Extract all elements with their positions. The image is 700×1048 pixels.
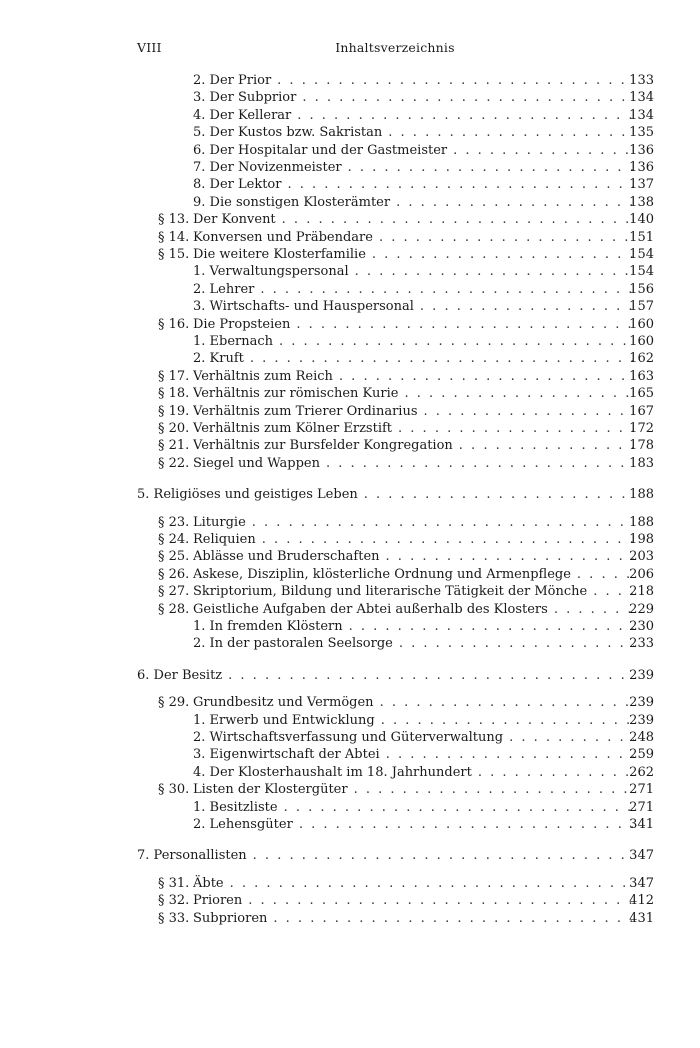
toc-page-number: 239 xyxy=(629,695,654,711)
toc-entry-title: Askese, Disziplin, klösterliche Ordnung und Armenpflege xyxy=(193,566,577,583)
toc-dot-leader xyxy=(404,385,634,402)
toc-dot-leader xyxy=(380,694,634,711)
toc-page-number: 188 xyxy=(629,487,654,503)
toc-dot-leader xyxy=(453,142,634,159)
toc-dot-leader xyxy=(381,712,634,729)
toc-entry[interactable] xyxy=(0,194,700,211)
toc-entry-title: 9. Die sonstigen Klosterämter xyxy=(193,194,396,211)
toc-entry[interactable] xyxy=(0,124,700,141)
toc-page-number: 262 xyxy=(629,764,654,780)
toc-section-number: § 21. xyxy=(158,438,190,454)
toc-chapter-entry[interactable] xyxy=(0,486,700,503)
toc-entry[interactable] xyxy=(0,892,700,909)
toc-page-number: 160 xyxy=(629,316,654,332)
toc-dot-leader xyxy=(478,764,634,781)
toc-entry[interactable] xyxy=(0,72,700,89)
toc-page-number: 160 xyxy=(629,334,654,349)
toc-entry-title: 2. Wirtschaftsverfassung und Güterverwaltung xyxy=(193,729,509,746)
toc-section-number: § 18. xyxy=(158,386,190,402)
toc-entry[interactable] xyxy=(0,263,700,280)
toc-entry[interactable] xyxy=(0,712,700,729)
toc-entry-title: Liturgie xyxy=(193,514,252,531)
toc-entry[interactable] xyxy=(0,910,700,927)
toc-entry[interactable] xyxy=(0,281,700,298)
toc-chapter-entry[interactable] xyxy=(0,667,700,684)
toc-entry-title: Verhältnis zum Kölner Erzstift xyxy=(193,420,398,437)
toc-entry[interactable] xyxy=(0,635,700,652)
toc-entry-title: Verhältnis zur römischen Kurie xyxy=(193,385,404,402)
toc-page-number: 230 xyxy=(629,619,654,634)
toc-entry[interactable] xyxy=(0,159,700,176)
toc-page-number: 151 xyxy=(629,229,654,245)
toc-entry[interactable] xyxy=(0,583,700,600)
toc-entry[interactable] xyxy=(0,107,700,124)
toc-page-number: 229 xyxy=(629,601,654,617)
toc-section-number: § 30. xyxy=(158,782,190,798)
toc-page-number: 136 xyxy=(629,142,654,158)
toc-page-number: 136 xyxy=(629,160,654,175)
toc-entry-title: Verhältnis zum Trierer Ordinarius xyxy=(193,403,424,420)
toc-dot-leader xyxy=(228,667,634,684)
toc-dot-leader xyxy=(279,333,634,350)
toc-page-number: 134 xyxy=(629,107,654,123)
toc-entry-title: 7. Der Novizenmeister xyxy=(193,159,348,176)
toc-entry[interactable] xyxy=(0,875,700,892)
toc-page-number: 206 xyxy=(629,566,654,582)
toc-section-number: § 33. xyxy=(158,910,190,926)
toc-entry-title: Verhältnis zur Bursfelder Kongregation xyxy=(193,437,459,454)
toc-entry[interactable] xyxy=(0,694,700,711)
toc-entry[interactable] xyxy=(0,211,700,228)
toc-entry-title: 5. Der Kustos bzw. Sakristan xyxy=(193,124,388,141)
toc-entry-title: Konversen und Präbendare xyxy=(193,229,379,246)
toc-page-number: 239 xyxy=(629,667,654,683)
toc-entry-title: 3. Der Subprior xyxy=(193,89,302,106)
toc-dot-leader xyxy=(297,107,634,124)
toc-page-number: 259 xyxy=(629,747,654,763)
toc-entry[interactable] xyxy=(0,420,700,437)
toc-dot-leader xyxy=(355,263,634,280)
toc-dot-leader xyxy=(349,618,634,635)
toc-dot-leader xyxy=(260,281,634,298)
toc-section-number: § 17. xyxy=(158,368,190,384)
toc-dot-leader xyxy=(554,601,634,618)
toc-page-number: 137 xyxy=(629,177,654,193)
toc-entry[interactable] xyxy=(0,764,700,781)
toc-entry[interactable] xyxy=(0,350,700,367)
toc-entry[interactable] xyxy=(0,176,700,193)
toc-dot-leader xyxy=(386,746,634,763)
toc-entry-title: Prioren xyxy=(193,892,248,909)
toc-dot-leader xyxy=(388,124,634,141)
toc-page-number: 412 xyxy=(629,893,654,909)
toc-dot-leader xyxy=(326,455,634,472)
toc-entry[interactable] xyxy=(0,531,700,548)
toc-entry-title: 3. Wirtschafts- und Hauspersonal xyxy=(193,298,420,315)
toc-dot-leader xyxy=(296,316,634,333)
toc-entry-title: Äbte xyxy=(193,875,230,892)
toc-page-number: 133 xyxy=(629,73,654,88)
toc-dot-leader xyxy=(277,72,634,89)
toc-entry[interactable] xyxy=(0,455,700,472)
toc-dot-leader xyxy=(372,246,634,263)
toc-page-number: 347 xyxy=(629,875,654,891)
toc-dot-leader xyxy=(250,350,634,367)
toc-entry-title: Geistliche Aufgaben der Abtei außerhalb des Klosters xyxy=(193,601,554,618)
toc-page-number: 138 xyxy=(629,194,654,210)
toc-entry-title: Verhältnis zum Reich xyxy=(193,368,339,385)
page-number: VIII xyxy=(137,40,162,55)
toc-entry-title: 1. In fremden Klöstern xyxy=(193,618,349,635)
toc-entry[interactable] xyxy=(0,368,700,385)
toc-dot-leader xyxy=(424,403,634,420)
toc-page-number: 431 xyxy=(629,910,654,926)
toc-entry[interactable] xyxy=(0,316,700,333)
toc-section-number: § 27. xyxy=(158,584,190,600)
toc-dot-leader xyxy=(459,437,634,454)
toc-section-number: § 20. xyxy=(158,421,190,436)
toc-dot-leader xyxy=(230,875,634,892)
toc-entry[interactable] xyxy=(0,142,700,159)
toc-entry[interactable] xyxy=(0,729,700,746)
toc-section-number: § 28. xyxy=(158,601,190,617)
toc-entry-title: 8. Der Lektor xyxy=(193,176,287,193)
toc-entry[interactable] xyxy=(0,437,700,454)
toc-page-number: 188 xyxy=(629,514,654,530)
toc-section-number: § 16. xyxy=(158,316,190,332)
toc-page-number: 167 xyxy=(629,403,654,419)
toc-entry-title: 4. Der Klosterhaushalt im 18. Jahrhundert xyxy=(193,764,478,781)
toc-page-number: 165 xyxy=(629,386,654,402)
toc-dot-leader xyxy=(282,211,634,228)
toc-dot-leader xyxy=(248,892,634,909)
toc-page-number: 154 xyxy=(629,264,654,280)
toc-entry[interactable] xyxy=(0,618,700,635)
toc-entry-title: 1. Verwaltungspersonal xyxy=(193,263,355,280)
toc-page-number: 162 xyxy=(629,351,654,367)
toc-page-number: 271 xyxy=(629,799,654,815)
toc-page-number: 172 xyxy=(629,421,654,436)
toc-dot-leader xyxy=(420,298,634,315)
toc-dot-leader xyxy=(396,194,634,211)
toc-page-number: 157 xyxy=(629,299,654,315)
toc-entry-title: Skriptorium, Bildung und literarische Tätigkeit der Mönche xyxy=(193,583,593,600)
toc-dot-leader xyxy=(284,799,634,816)
toc-section-number: § 23. xyxy=(158,514,190,530)
toc-page-number: 218 xyxy=(629,584,654,600)
toc-entry[interactable] xyxy=(0,601,700,618)
toc-dot-leader xyxy=(509,729,634,746)
toc-dot-leader xyxy=(262,531,634,548)
toc-dot-leader xyxy=(273,910,634,927)
toc-page-number: 271 xyxy=(629,782,654,798)
toc-page-number: 154 xyxy=(629,247,654,262)
toc-entry-title: 4. Der Kellerar xyxy=(193,107,297,124)
toc-section-number: § 32. xyxy=(158,893,190,909)
toc-entry-title: Subprioren xyxy=(193,910,273,927)
toc-page-number: 347 xyxy=(629,848,654,864)
toc-dot-leader xyxy=(399,635,634,652)
toc-entry[interactable] xyxy=(0,246,700,263)
toc-section-number: § 29. xyxy=(158,695,190,711)
toc-page-number: 134 xyxy=(629,90,654,106)
toc-entry-title: 1. Erwerb und Entwicklung xyxy=(193,712,381,729)
toc-section-number: § 25. xyxy=(158,549,190,565)
toc-entry-title: 1. Besitzliste xyxy=(193,799,284,816)
toc-entry[interactable] xyxy=(0,746,700,763)
toc-page-number: 135 xyxy=(629,125,654,141)
toc-entry-title: Listen der Klostergüter xyxy=(193,781,354,798)
toc-dot-leader xyxy=(339,368,634,385)
toc-dot-leader xyxy=(302,89,634,106)
toc-entry-title: 6. Der Hospitalar und der Gastmeister xyxy=(193,142,453,159)
toc-section-number: § 31. xyxy=(158,875,190,891)
toc-page-number: 163 xyxy=(629,368,654,384)
toc-entry-title: Der Konvent xyxy=(193,211,282,228)
toc-entry-title: 5. Religiöses und geistiges Leben xyxy=(137,486,364,503)
toc-entry[interactable] xyxy=(0,229,700,246)
toc-entry-title: Ablässe und Bruderschaften xyxy=(193,548,386,565)
toc-dot-leader xyxy=(299,816,634,833)
toc-section-number: § 15. xyxy=(158,247,190,262)
toc-entry-title: 2. Der Prior xyxy=(193,72,277,89)
toc-entry-title: 1. Ebernach xyxy=(193,333,279,350)
toc-entry[interactable] xyxy=(0,566,700,583)
toc-section-number: § 14. xyxy=(158,229,190,245)
toc-entry[interactable] xyxy=(0,333,700,350)
toc-entry[interactable] xyxy=(0,385,700,402)
toc-entry-title: Die Propsteien xyxy=(193,316,296,333)
toc-page-number: 203 xyxy=(629,549,654,565)
toc-entry[interactable] xyxy=(0,816,700,833)
toc-dot-leader xyxy=(253,847,634,864)
toc-entry-title: 2. Lehrer xyxy=(193,281,260,298)
toc-section-number: § 22. xyxy=(158,455,190,471)
toc-chapter-entry[interactable] xyxy=(0,847,700,864)
toc-entry[interactable] xyxy=(0,514,700,531)
toc-entry[interactable] xyxy=(0,781,700,798)
toc-page-number: 341 xyxy=(629,817,654,832)
toc-dot-leader xyxy=(386,548,634,565)
toc-page-number: 248 xyxy=(629,730,654,745)
running-title: Inhaltsverzeichnis xyxy=(335,40,455,55)
toc-dot-leader xyxy=(379,229,634,246)
toc-entry[interactable] xyxy=(0,548,700,565)
toc-entry-title: 6. Der Besitz xyxy=(137,667,228,684)
toc-page-number: 198 xyxy=(629,532,654,547)
toc-section-number: § 19. xyxy=(158,403,190,419)
toc-entry-title: Grundbesitz und Vermögen xyxy=(193,694,380,711)
toc-page-number: 140 xyxy=(629,212,654,228)
toc-entry-title: 7. Personallisten xyxy=(137,847,253,864)
toc-page-number: 156 xyxy=(629,281,654,297)
toc-entry[interactable] xyxy=(0,403,700,420)
toc-dot-leader xyxy=(287,176,634,193)
toc-entry-title: Die weitere Klosterfamilie xyxy=(193,246,372,263)
toc-section-number: § 26. xyxy=(158,566,190,582)
toc-section-number: § 13. xyxy=(158,212,190,228)
toc-dot-leader xyxy=(252,514,634,531)
toc-page-number: 239 xyxy=(629,712,654,728)
toc-dot-leader xyxy=(364,486,634,503)
toc-entry-title: 2. In der pastoralen Seelsorge xyxy=(193,635,399,652)
toc-page-number: 183 xyxy=(629,455,654,471)
toc-section-number: § 24. xyxy=(158,532,190,547)
toc-page-number: 178 xyxy=(629,438,654,454)
toc-entry-title: 2. Lehensgüter xyxy=(193,816,299,833)
toc-entry-title: Reliquien xyxy=(193,531,262,548)
toc-entry[interactable] xyxy=(0,89,700,106)
toc-entry-title: Siegel und Wappen xyxy=(193,455,326,472)
toc-dot-leader xyxy=(398,420,634,437)
toc-entry[interactable] xyxy=(0,799,700,816)
toc-entry-title: 2. Kruft xyxy=(193,350,250,367)
toc-entry-title: 3. Eigenwirtschaft der Abtei xyxy=(193,746,386,763)
toc-dot-leader xyxy=(348,159,634,176)
toc-dot-leader xyxy=(354,781,634,798)
toc-entry[interactable] xyxy=(0,298,700,315)
toc-page-number: 233 xyxy=(629,636,654,652)
